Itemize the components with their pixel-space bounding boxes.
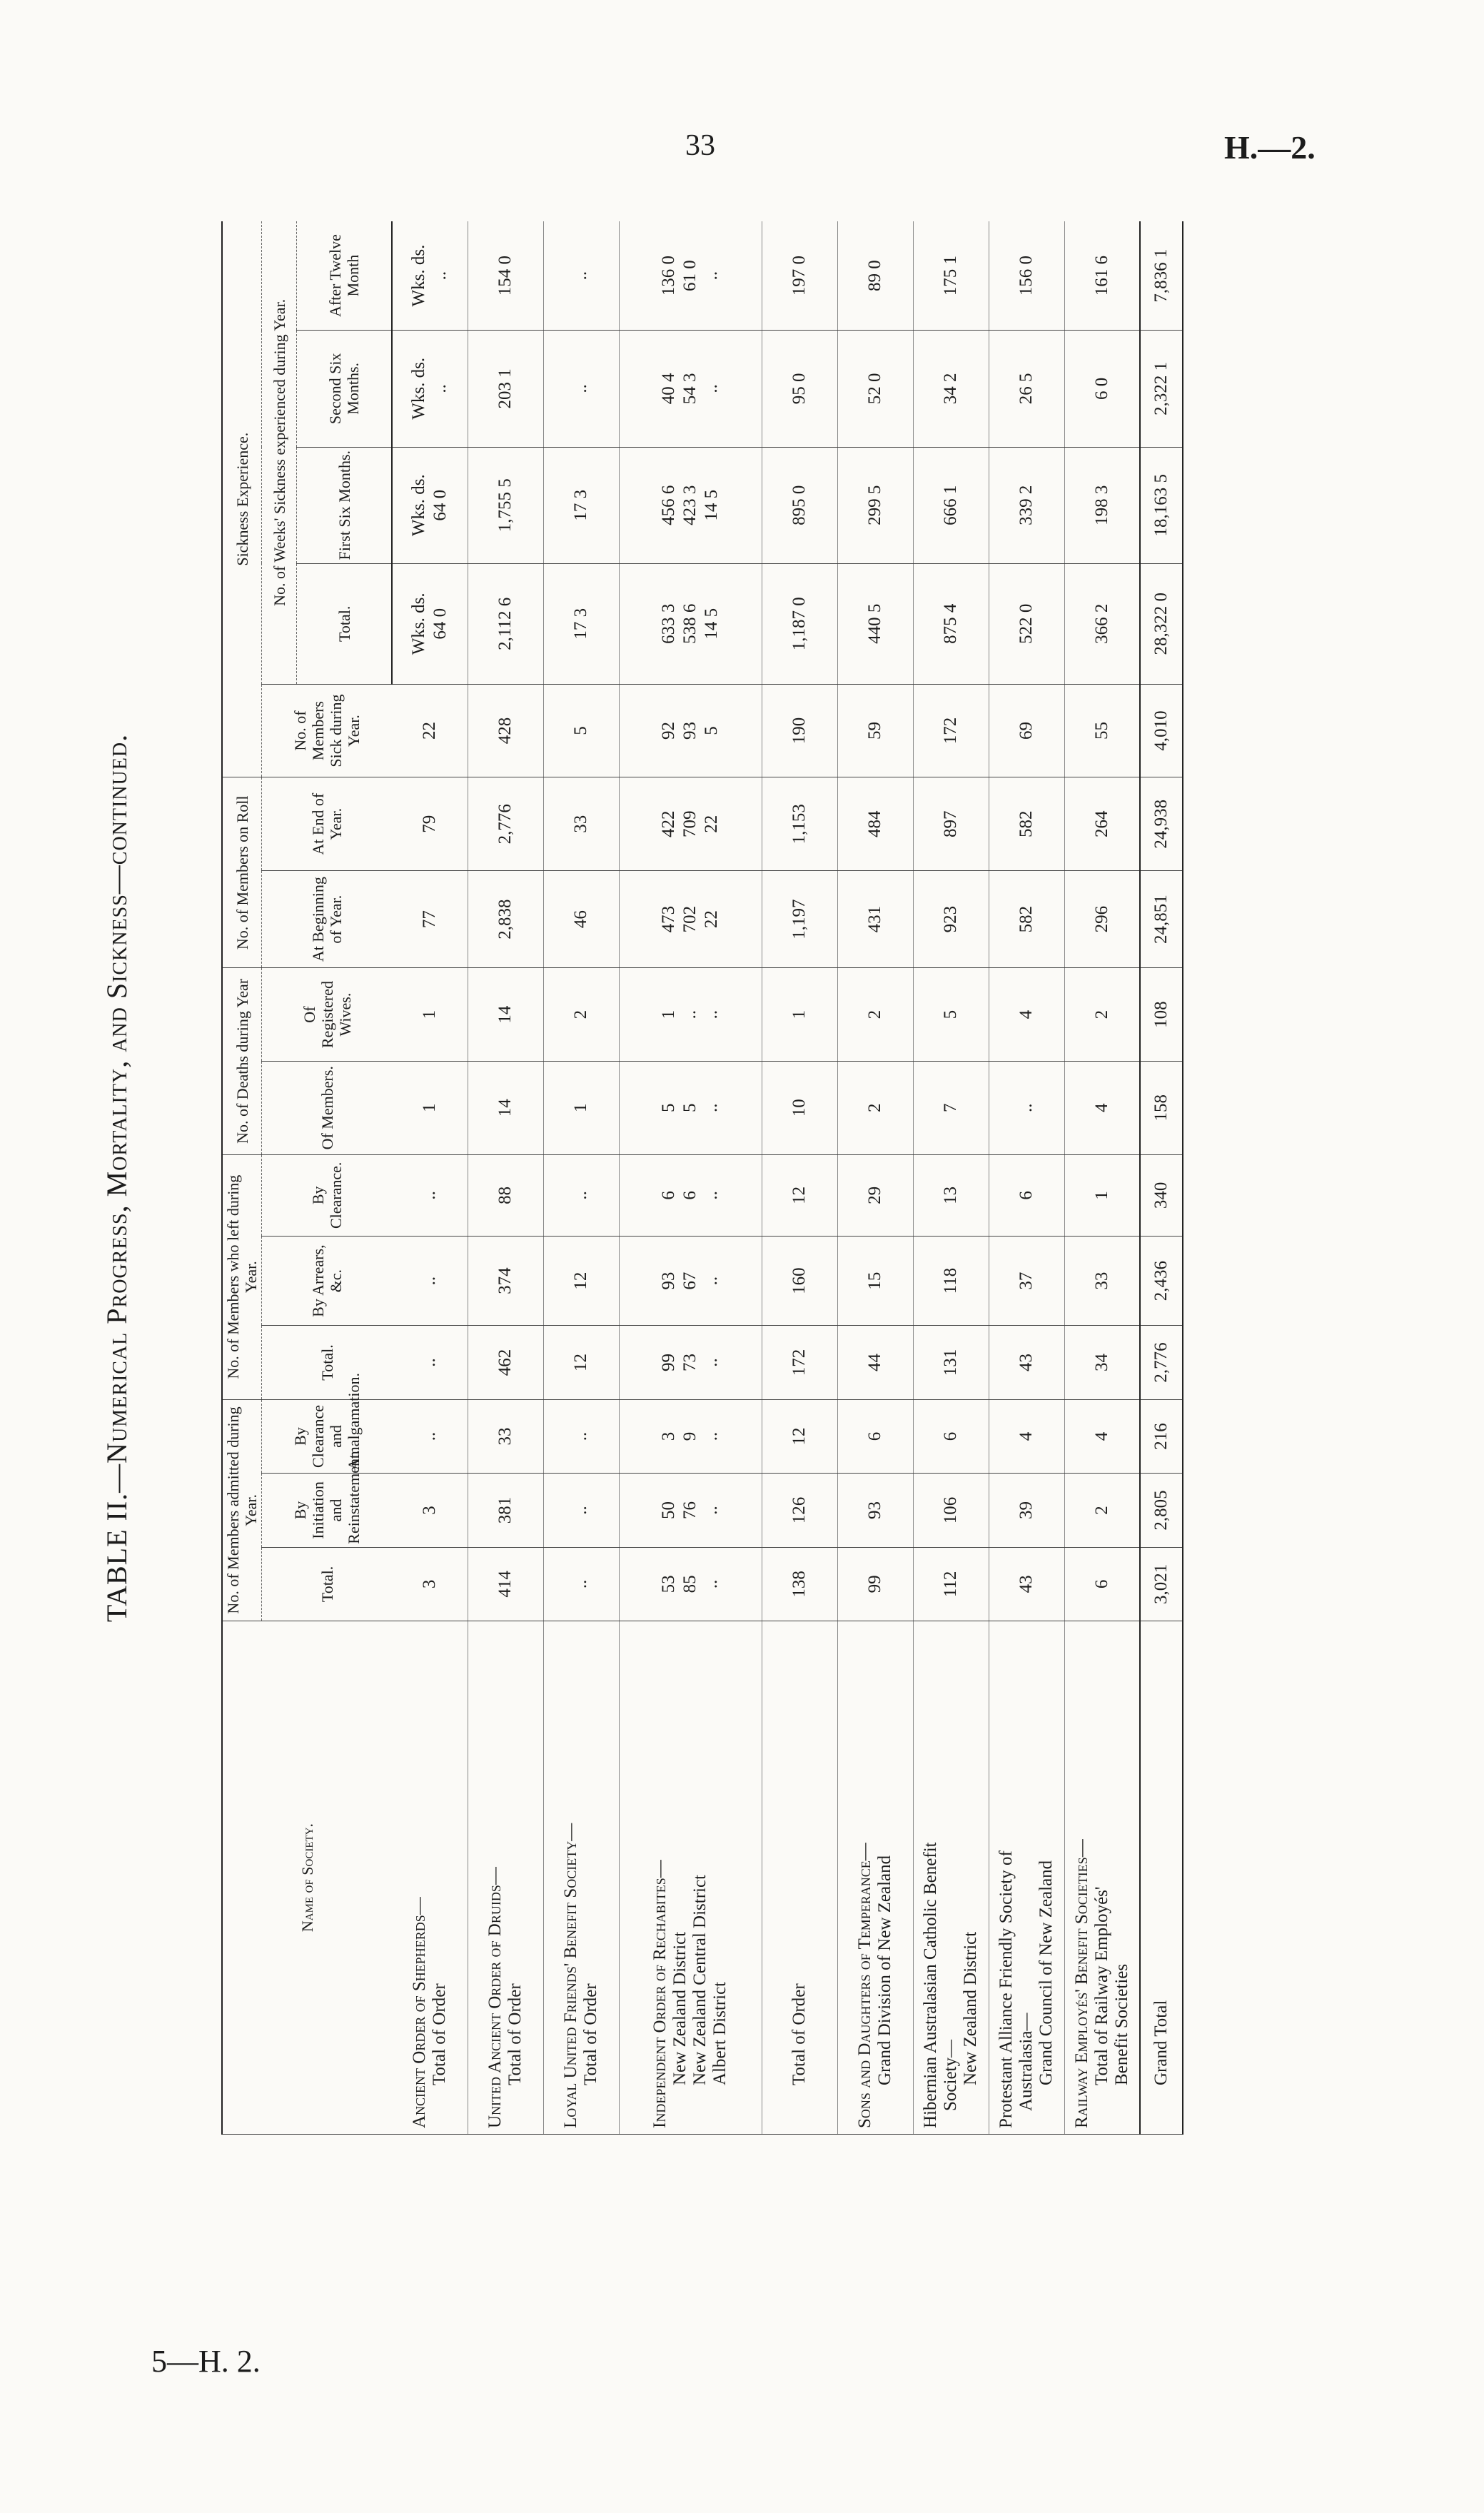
cell-d-members: .. — [989, 1061, 1064, 1154]
cell-w-after: 154 0 — [468, 221, 543, 331]
cell-left-arrears: 15 — [837, 1237, 913, 1326]
cell-w-second: 2,322 1 — [1140, 331, 1183, 447]
cell-w-total: 17 3 — [543, 563, 619, 684]
cell-d-wives: 14 — [468, 968, 543, 1062]
table-row — [762, 221, 837, 2135]
cell-adm-total: 414 — [468, 1547, 543, 1621]
cell-w-total: Wks. ds. 64 0 — [392, 563, 468, 684]
cell-left-clear: 13 — [913, 1154, 989, 1236]
cell-adm-clear: 6 — [913, 1399, 989, 1474]
cell-sick: 5 — [543, 684, 619, 777]
header-weeks-first: First Six Months. — [297, 447, 393, 563]
cell-adm-total: 112 — [913, 1547, 989, 1621]
cell-left-clear: .. — [543, 1154, 619, 1236]
table-row — [1064, 221, 1140, 2135]
cell-w-after: 161 6 — [1064, 221, 1140, 331]
header-weeks-second: Second Six Months. — [297, 331, 393, 447]
header-admitted-initiation: By Initiation and Reinstatement. — [262, 1474, 393, 1547]
cell-r-begin: 923 — [913, 871, 989, 968]
cell-d-wives: 2 — [1064, 968, 1140, 1062]
table-body — [392, 221, 1183, 2135]
cell-left-arrears: 160 — [762, 1237, 837, 1326]
cell-sick: 428 — [468, 684, 543, 777]
cell-r-begin: 296 — [1064, 871, 1140, 968]
cell-sick: 92 93 5 — [619, 684, 762, 777]
cell-adm-total: 99 — [837, 1547, 913, 1621]
header-name: Name of Society. — [222, 1621, 392, 2135]
cell-r-end: 422 709 22 — [619, 777, 762, 871]
document-code: H.—2. — [1224, 129, 1316, 166]
society-name — [619, 1621, 762, 2135]
cell-w-after: .. — [543, 221, 619, 331]
society-name-line: Total of Order — [429, 1983, 449, 2085]
cell-sick: 59 — [837, 684, 913, 777]
society-name-line: Albert District — [710, 1981, 730, 2085]
sickness-table — [221, 221, 1183, 2135]
cell-left-total: 34 — [1064, 1326, 1140, 1399]
society-name-line: Sons and Daughters of Temperance— — [855, 1843, 874, 2128]
cell-w-after: 197 0 — [762, 221, 837, 331]
cell-r-begin: 431 — [837, 871, 913, 968]
cell-r-end: 24,938 — [1140, 777, 1183, 871]
cell-d-members: 4 — [1064, 1061, 1140, 1154]
cell-adm-init: 93 — [837, 1474, 913, 1547]
cell-d-members: 5 5 .. — [619, 1061, 762, 1154]
society-name-line: Grand Total — [1151, 2000, 1171, 2085]
cell-r-end: 1,153 — [762, 777, 837, 871]
header-roll-begin: At Beginning of Year. — [262, 871, 393, 968]
cell-w-after: 7,836 1 — [1140, 221, 1183, 331]
cell-w-first: 666 1 — [913, 447, 989, 563]
society-name-line: Loyal United Friends' Benefit Society— — [561, 1823, 580, 2128]
cell-left-total: 43 — [989, 1326, 1064, 1399]
cell-adm-total: 3,021 — [1140, 1547, 1183, 1621]
cell-w-first: 1,755 5 — [468, 447, 543, 563]
cell-left-arrears: 2,436 — [1140, 1237, 1183, 1326]
cell-left-clear: 6 — [989, 1154, 1064, 1236]
cell-adm-init: 3 — [392, 1474, 468, 1547]
cell-w-total: 633 3 538 6 14 5 — [619, 563, 762, 684]
header-weeks-group: No. of Weeks' Sickness experienced during Year. — [262, 221, 297, 684]
society-name-line: Society— — [941, 2040, 960, 2111]
cell-w-second: 26 5 — [989, 331, 1064, 447]
cell-r-end: 897 — [913, 777, 989, 871]
header-deaths-group: No. of Deaths during Year — [222, 968, 262, 1154]
cell-w-second: 52 0 — [837, 331, 913, 447]
cell-w-total: 28,322 0 — [1140, 563, 1183, 684]
cell-left-clear: 6 6 .. — [619, 1154, 762, 1236]
cell-sick: 172 — [913, 684, 989, 777]
society-name-line: Hibernian Australasian Catholic Benefit — [921, 1842, 940, 2128]
page-number: 33 — [685, 129, 715, 162]
cell-r-end: 2,776 — [468, 777, 543, 871]
cell-left-clear: 340 — [1140, 1154, 1183, 1236]
cell-w-total: 2,112 6 — [468, 563, 543, 684]
cell-d-wives: 1 — [392, 968, 468, 1062]
cell-left-total: 2,776 — [1140, 1326, 1183, 1399]
cell-r-begin: 582 — [989, 871, 1064, 968]
society-name — [392, 1621, 468, 2135]
cell-left-arrears: 374 — [468, 1237, 543, 1326]
cell-r-end: 264 — [1064, 777, 1140, 871]
society-name — [913, 1621, 989, 2135]
society-name-line: Total of Order — [581, 1983, 600, 2085]
header-weeks-after: After Twelve Month — [297, 221, 393, 331]
cell-r-end: 484 — [837, 777, 913, 871]
cell-r-begin: 473 702 22 — [619, 871, 762, 968]
cell-adm-init: 39 — [989, 1474, 1064, 1547]
cell-d-members: 2 — [837, 1061, 913, 1154]
society-name-line: Benefit Societies — [1111, 1963, 1131, 2085]
cell-adm-total: 3 — [392, 1547, 468, 1621]
cell-r-begin: 77 — [392, 871, 468, 968]
society-name-line: Railway Employés' Benefit Societies— — [1071, 1839, 1091, 2128]
cell-w-after: 89 0 — [837, 221, 913, 331]
cell-adm-clear: .. — [543, 1399, 619, 1474]
cell-d-wives: 2 — [837, 968, 913, 1062]
cell-adm-total: 43 — [989, 1547, 1064, 1621]
cell-sick: 22 — [392, 684, 468, 777]
cell-adm-clear: 4 — [989, 1399, 1064, 1474]
cell-w-total: 366 2 — [1064, 563, 1140, 684]
cell-left-total: 44 — [837, 1326, 913, 1399]
cell-w-total: 1,187 0 — [762, 563, 837, 684]
society-name-line: United Ancient Order of Druids— — [485, 1867, 505, 2128]
cell-r-begin: 46 — [543, 871, 619, 968]
cell-adm-clear: 33 — [468, 1399, 543, 1474]
cell-w-first: 299 5 — [837, 447, 913, 563]
header-sickness-group: Sickness Experience. — [222, 221, 262, 777]
society-name — [989, 1621, 1064, 2135]
cell-w-first: 456 6 423 3 14 5 — [619, 447, 762, 563]
cell-left-total: 462 — [468, 1326, 543, 1399]
cell-d-members: 158 — [1140, 1061, 1183, 1154]
header-deaths-wives: Of Registered Wives. — [262, 968, 393, 1062]
cell-left-total: 172 — [762, 1326, 837, 1399]
header-left-clearance: By Clearance. — [262, 1154, 393, 1236]
society-name-line: New Zealand District — [670, 1931, 690, 2085]
table-row — [989, 221, 1064, 2135]
table-row — [913, 221, 989, 2135]
cell-adm-init: 381 — [468, 1474, 543, 1547]
cell-w-after: Wks. ds. .. — [392, 221, 468, 331]
cell-adm-total: 138 — [762, 1547, 837, 1621]
cell-r-end: 33 — [543, 777, 619, 871]
header-admitted-group: No. of Members admitted during Year. — [222, 1399, 262, 1621]
cell-w-first: 17 3 — [543, 447, 619, 563]
cell-d-wives: 5 — [913, 968, 989, 1062]
cell-adm-total: .. — [543, 1547, 619, 1621]
cell-left-arrears: 33 — [1064, 1237, 1140, 1326]
society-name-line: Total of Railway Employés' — [1091, 1886, 1111, 2085]
table-row — [392, 221, 468, 2135]
table-title: TABLE II.—Numerical Progress, Mortality, and Sickness—continued. — [101, 733, 133, 1623]
cell-left-clear: .. — [392, 1154, 468, 1236]
cell-adm-clear: .. — [392, 1399, 468, 1474]
cell-d-wives: 1 — [762, 968, 837, 1062]
society-name — [762, 1621, 837, 2135]
cell-sick: 4,010 — [1140, 684, 1183, 777]
cell-left-arrears: 93 67 .. — [619, 1237, 762, 1326]
header-admitted-clearance: By Clearance and Amalgamation. — [262, 1399, 393, 1474]
society-name-line: Grand Division of New Zealand — [875, 1855, 894, 2085]
cell-left-clear: 1 — [1064, 1154, 1140, 1236]
cell-left-total: 99 73 .. — [619, 1326, 762, 1399]
header-sick-members: No. of Members Sick during Year. — [262, 684, 393, 777]
society-name — [1064, 1621, 1140, 2135]
cell-adm-init: .. — [543, 1474, 619, 1547]
cell-d-members: 10 — [762, 1061, 837, 1154]
cell-w-first: Wks. ds. 64 0 — [392, 447, 468, 563]
cell-left-total: 131 — [913, 1326, 989, 1399]
header-left-arrears: By Arrears, &c. — [262, 1237, 393, 1326]
cell-adm-clear: 6 — [837, 1399, 913, 1474]
society-name-line: Independent Order of Rechabites— — [650, 1860, 670, 2128]
cell-w-after: 136 0 61 0 .. — [619, 221, 762, 331]
table-row — [1140, 221, 1183, 2135]
cell-d-wives: 108 — [1140, 968, 1183, 1062]
cell-adm-total: 53 85 .. — [619, 1547, 762, 1621]
header-roll-end: At End of Year. — [262, 777, 393, 871]
cell-w-total: 522 0 — [989, 563, 1064, 684]
cell-sick: 190 — [762, 684, 837, 777]
cell-r-end: 79 — [392, 777, 468, 871]
cell-left-total: .. — [392, 1326, 468, 1399]
cell-w-second: 34 2 — [913, 331, 989, 447]
cell-left-arrears: 12 — [543, 1237, 619, 1326]
cell-left-total: 12 — [543, 1326, 619, 1399]
cell-adm-init: 2 — [1064, 1474, 1140, 1547]
header-left-total: Total. — [262, 1326, 393, 1399]
society-name-line: Protestant Alliance Friendly Society of — [996, 1850, 1016, 2128]
header-weeks-total: Total. — [297, 563, 393, 684]
cell-w-second: 40 4 54 3 .. — [619, 331, 762, 447]
society-name-line: Australasia— — [1016, 2013, 1036, 2111]
cell-left-arrears: 118 — [913, 1237, 989, 1326]
cell-d-members: 1 — [543, 1061, 619, 1154]
society-name-line: Total of Order — [789, 1983, 809, 2085]
header-roll-group: No. of Members on Roll — [222, 777, 262, 968]
society-name-line: Ancient Order of Shepherds— — [409, 1897, 429, 2128]
cell-adm-clear: 4 — [1064, 1399, 1140, 1474]
cell-w-after: 156 0 — [989, 221, 1064, 331]
society-name-line: Grand Council of New Zealand — [1036, 1860, 1056, 2085]
society-name-line: Total of Order — [505, 1983, 525, 2085]
cell-sick: 55 — [1064, 684, 1140, 777]
cell-w-first: 895 0 — [762, 447, 837, 563]
cell-r-begin: 24,851 — [1140, 871, 1183, 968]
cell-r-end: 582 — [989, 777, 1064, 871]
table-row — [543, 221, 619, 2135]
cell-d-members: 1 — [392, 1061, 468, 1154]
cell-adm-clear: 12 — [762, 1399, 837, 1474]
cell-d-wives: 1 .. .. — [619, 968, 762, 1062]
society-name — [543, 1621, 619, 2135]
cell-w-first: 339 2 — [989, 447, 1064, 563]
cell-adm-clear: 3 9 .. — [619, 1399, 762, 1474]
cell-w-first: 198 3 — [1064, 447, 1140, 563]
cell-w-second: 203 1 — [468, 331, 543, 447]
header-admitted-total: Total. — [262, 1547, 393, 1621]
cell-w-second: 95 0 — [762, 331, 837, 447]
cell-w-total: 440 5 — [837, 563, 913, 684]
society-name-line: New Zealand District — [961, 1931, 980, 2085]
cell-adm-init: 106 — [913, 1474, 989, 1547]
society-name — [468, 1621, 543, 2135]
table-row — [619, 221, 762, 2135]
cell-d-wives: 4 — [989, 968, 1064, 1062]
cell-left-clear: 88 — [468, 1154, 543, 1236]
society-name — [837, 1621, 913, 2135]
cell-r-begin: 2,838 — [468, 871, 543, 968]
cell-left-arrears: .. — [392, 1237, 468, 1326]
society-name — [1140, 1621, 1183, 2135]
cell-w-second: Wks. ds. .. — [392, 331, 468, 447]
cell-w-second: 6 0 — [1064, 331, 1140, 447]
header-left-group: No. of Members who left during Year. — [222, 1154, 262, 1399]
cell-left-arrears: 37 — [989, 1237, 1064, 1326]
cell-adm-total: 6 — [1064, 1547, 1140, 1621]
cell-w-first: 18,163 5 — [1140, 447, 1183, 563]
cell-adm-init: 50 76 .. — [619, 1474, 762, 1547]
table-row — [837, 221, 913, 2135]
cell-sick: 69 — [989, 684, 1064, 777]
cell-w-total: 875 4 — [913, 563, 989, 684]
cell-w-second: .. — [543, 331, 619, 447]
cell-left-clear: 12 — [762, 1154, 837, 1236]
cell-adm-clear: 216 — [1140, 1399, 1183, 1474]
table-row — [468, 221, 543, 2135]
cell-adm-init: 2,805 — [1140, 1474, 1183, 1547]
header-deaths-members: Of Members. — [262, 1061, 393, 1154]
cell-r-begin: 1,197 — [762, 871, 837, 968]
cell-adm-init: 126 — [762, 1474, 837, 1547]
cell-w-after: 175 1 — [913, 221, 989, 331]
footer-code: 5—H. 2. — [151, 2344, 261, 2379]
rotated-table-region — [100, 221, 1356, 2135]
society-name-line: New Zealand Central District — [690, 1874, 710, 2085]
cell-d-members: 7 — [913, 1061, 989, 1154]
cell-d-members: 14 — [468, 1061, 543, 1154]
cell-left-clear: 29 — [837, 1154, 913, 1236]
cell-d-wives: 2 — [543, 968, 619, 1062]
